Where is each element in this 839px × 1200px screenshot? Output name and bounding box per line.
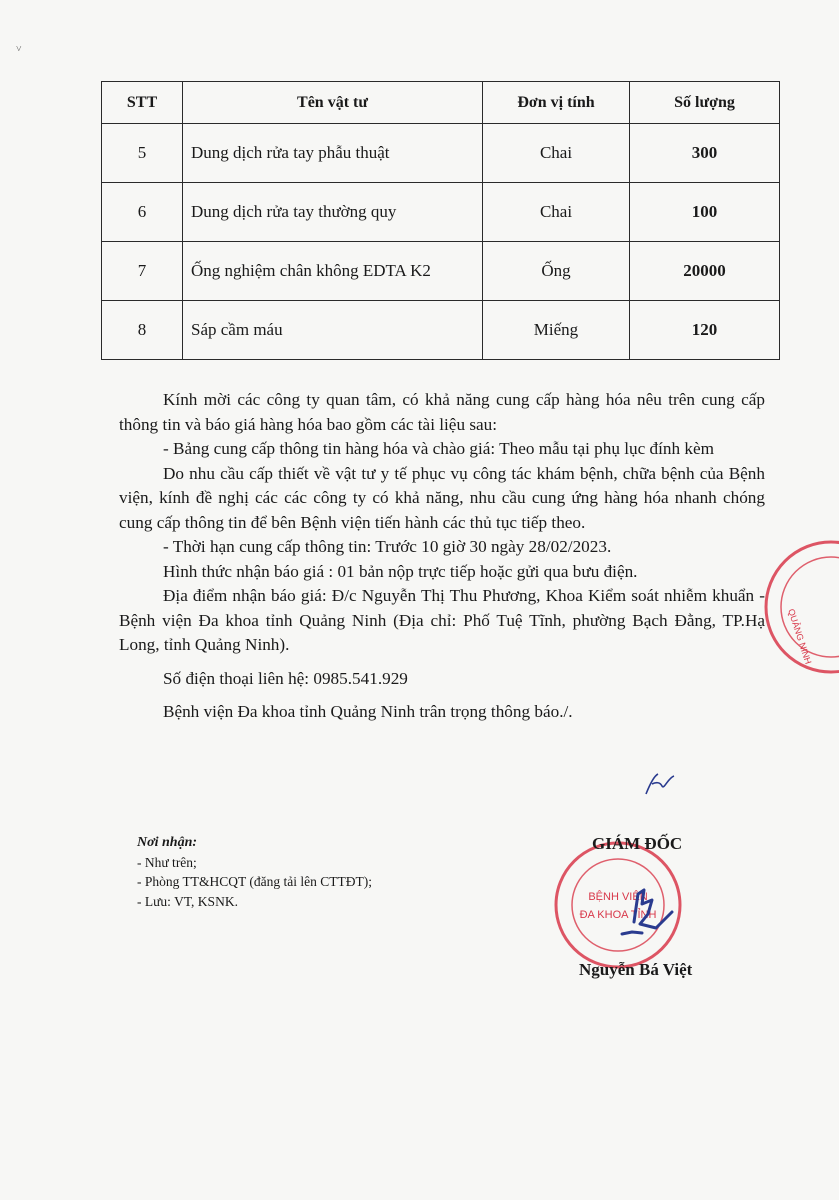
paragraph-closing: Bệnh viện Đa khoa tỉnh Quảng Ninh trân trọng thông báo./.	[163, 702, 573, 721]
paragraph-phone: Số điện thoại liên hệ: 0985.541.929	[163, 668, 408, 688]
page-edge-stamp	[736, 532, 839, 682]
body-text	[119, 388, 765, 725]
paragraph-deadline: - Thời hạn cung cấp thông tin: Trước 10 giờ 30 ngày 28/02/2023.	[163, 537, 612, 556]
row-qty: 20000	[630, 242, 780, 301]
recipient-item: - Phòng TT&HCQT (đăng tải lên CTTĐT);	[137, 874, 372, 889]
director-title: GIÁM ĐỐC	[592, 834, 683, 853]
table-row	[102, 301, 780, 360]
paragraph-location: Địa điểm nhận báo giá: Đ/c Nguyễn Thị Thu Phương, Khoa Kiểm soát nhiễm khuẩn - Bệnh viện Đa khoa tỉnh Quảng Ninh (Địa chỉ: Phố Tuệ Tĩnh, phường Bạch Đằng, TP.Hạ Long, tỉnh Quảng Ninh).	[119, 586, 765, 654]
paragraph-documents: - Bảng cung cấp thông tin hàng hóa và chào giá: Theo mẫu tại phụ lục đính kèm	[163, 439, 714, 458]
recipients-title: Nơi nhận:	[137, 835, 198, 850]
header-unit: Đơn vị tính	[483, 82, 630, 124]
row-unit: Chai	[483, 124, 630, 183]
row-qty: 100	[630, 183, 780, 242]
row-stt: 5	[102, 124, 183, 183]
table-row	[102, 124, 780, 183]
table-row	[102, 242, 780, 301]
row-stt: 8	[102, 301, 183, 360]
row-name: Sáp cầm máu	[183, 301, 483, 360]
header-name: Tên vật tư	[183, 82, 483, 124]
row-qty: 120	[630, 301, 780, 360]
paragraph-invitation: Kính mời các công ty quan tâm, có khả năng cung cấp hàng hóa nêu trên cung cấp thông tin và báo giá hàng hóa bao gồm các tài liệu sau:	[119, 390, 765, 434]
initials-mark	[638, 770, 678, 800]
row-qty: 300	[630, 124, 780, 183]
signature	[612, 882, 682, 944]
row-name: Dung dịch rửa tay phẫu thuật	[183, 124, 483, 183]
recipient-item: - Như trên;	[137, 854, 197, 870]
row-unit: Chai	[483, 183, 630, 242]
header-stt: STT	[102, 82, 183, 124]
paragraph-need: Do nhu cầu cấp thiết về vật tư y tế phục vụ công tác khám bệnh, chữa bệnh của Bệnh viện, kính đề nghị các các công ty có khả năng, nhu cầu cung ứng hàng hóa nhanh chóng cung cấp thông tin để bên Bệnh viện tiến hành các thủ tục tiếp theo.	[119, 463, 765, 532]
items-table	[101, 81, 780, 360]
recipients-block	[137, 833, 497, 911]
row-stt: 7	[102, 242, 183, 301]
row-unit: Ống	[483, 242, 630, 301]
row-stt: 6	[102, 183, 183, 242]
paragraph-format: Hình thức nhận báo giá : 01 bản nộp trực tiếp hoặc gửi qua bưu điện.	[163, 561, 638, 581]
scan-mark: ˅	[16, 44, 22, 55]
table-header-row	[102, 82, 780, 124]
row-unit: Miếng	[483, 301, 630, 360]
recipient-item: - Lưu: VT, KSNK.	[137, 893, 238, 909]
director-name: Nguyễn Bá Việt	[579, 960, 693, 979]
header-qty: Số lượng	[630, 82, 780, 124]
row-name: Ống nghiệm chân không EDTA K2	[183, 242, 483, 301]
table-row	[102, 183, 780, 242]
row-name: Dung dịch rửa tay thường quy	[183, 183, 483, 242]
stamp-line2: ĐA KHOA TỈNH	[579, 909, 657, 921]
edge-stamp-text: QUẢNG NINH	[786, 607, 814, 666]
stamp-line1: BỆNH VIỆN	[588, 891, 648, 903]
